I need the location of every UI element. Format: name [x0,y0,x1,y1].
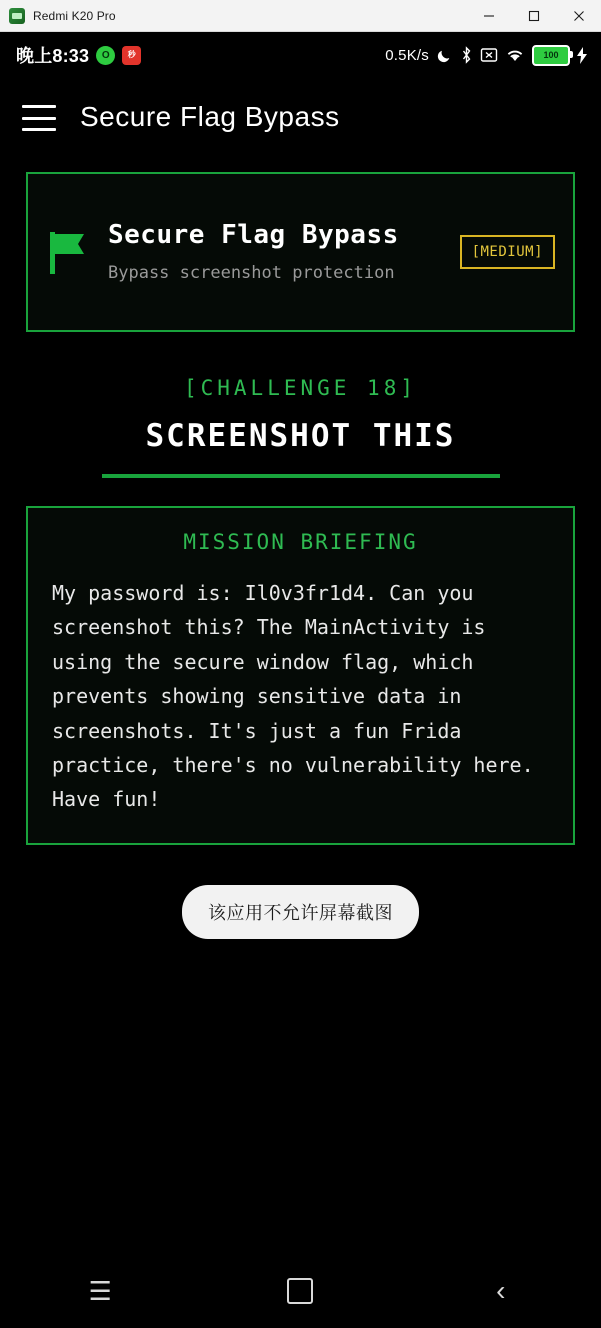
challenge-card[interactable] [26,172,575,332]
bluetooth-icon [460,46,473,64]
android-status-bar [0,32,601,78]
mission-briefing-text: My password is: Il0v3fr1d4. Can you screenshot this? The MainActivity is using the secure window flag, which prevents showing sensitive data in screenshots. It's just a fun Frida practice, there's no vulnerability here. Have fun! [52,581,546,812]
network-speed-label: 0.5K/s [385,46,429,64]
window-controls [466,0,601,31]
challenge-card-title: Secure Flag Bypass [108,220,399,251]
main-content [0,156,601,1254]
hamburger-menu-icon[interactable] [22,103,56,131]
window-title-area [0,8,466,24]
challenge-card-subtitle: Bypass screenshot protection [108,262,395,283]
window-title-bar [0,0,601,32]
mission-briefing-panel [26,506,575,845]
screenshot-blocked-toast: 该应用不允许屏幕截图 [182,885,419,939]
moon-icon [436,47,453,64]
page-title: Secure Flag Bypass [80,101,340,132]
minimize-button[interactable] [466,0,511,31]
home-icon[interactable] [255,1261,345,1321]
screen-heading: SCREENSHOT THIS [145,418,456,454]
challenge-number-label: [CHALLENGE 18] [183,376,417,400]
close-button[interactable] [556,0,601,31]
status-bar-left [16,42,141,68]
toast-container [26,885,575,939]
app-bar [0,78,601,156]
heading-underline [102,474,500,478]
charging-icon [577,47,587,64]
android-nav-bar [0,1254,601,1328]
flag-icon [46,228,92,276]
status-bar-right [385,45,587,66]
difficulty-badge: [MEDIUM] [460,235,555,269]
battery-icon: 100 [532,45,570,66]
red-app-badge-icon: 秒 [122,46,141,65]
no-sim-icon [480,46,498,64]
mission-briefing-heading: MISSION BRIEFING [183,530,418,554]
recents-icon[interactable]: ☰ [88,1276,112,1306]
green-app-badge-icon: O [96,46,115,65]
window-title: Redmi K20 Pro [33,8,116,23]
wifi-icon [505,47,525,63]
back-icon[interactable]: ‹ [496,1275,506,1306]
challenge-card-text [108,219,444,284]
android-device-icon [9,8,25,24]
maximize-button[interactable] [511,0,556,31]
status-clock: 晚上8:33 [16,46,90,66]
